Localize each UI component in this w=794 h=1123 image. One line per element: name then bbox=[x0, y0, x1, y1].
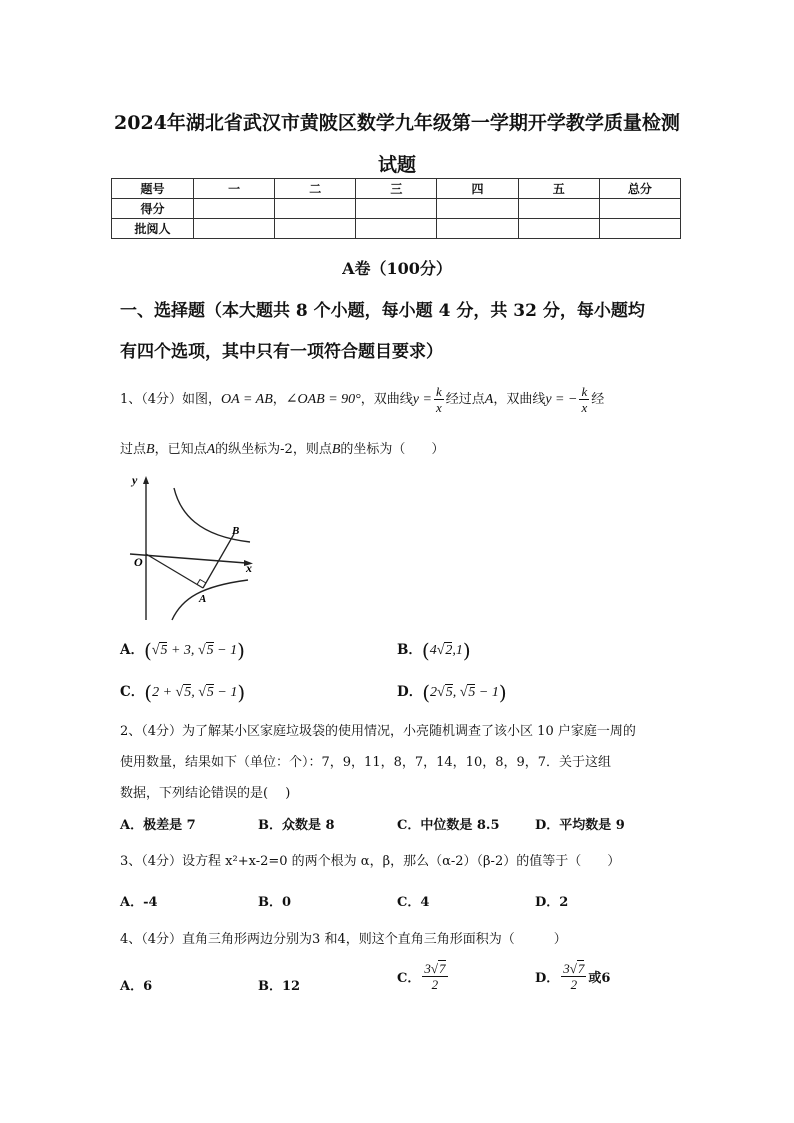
equation-1-left: y = bbox=[412, 392, 432, 407]
score-table-cell: 四 bbox=[437, 179, 518, 199]
option-text: − 1 bbox=[213, 685, 238, 700]
separator: ， bbox=[272, 392, 286, 407]
radicand: 2 bbox=[445, 643, 453, 658]
score-table-cell: 总分 bbox=[599, 179, 680, 199]
score-table-cell: 题号 bbox=[112, 179, 194, 199]
score-input-cell[interactable] bbox=[437, 199, 518, 219]
q1-option-a[interactable]: A．(√5 + 3, √5 − 1) bbox=[120, 638, 245, 663]
fraction-numerator: 3 bbox=[563, 961, 570, 976]
question-1-line1 bbox=[120, 383, 604, 417]
label-a: A bbox=[199, 593, 207, 605]
score-input-cell[interactable] bbox=[599, 219, 680, 239]
radicand: 5 bbox=[206, 685, 214, 700]
volume-heading: A卷（100分） bbox=[342, 259, 452, 278]
score-table-cell: 二 bbox=[275, 179, 356, 199]
score-table-cell: 批阅人 bbox=[112, 219, 194, 239]
q1-option-d[interactable]: D．(2√5, √5 − 1) bbox=[397, 680, 507, 705]
q1-option-c[interactable]: C．(2 + √5, √5 − 1) bbox=[120, 680, 246, 705]
option-text: 2 + bbox=[152, 685, 176, 700]
score-table-cell: 五 bbox=[518, 179, 599, 199]
score-input-cell[interactable] bbox=[518, 219, 599, 239]
radicand: 5 bbox=[184, 685, 192, 700]
option-text: , bbox=[191, 685, 199, 700]
q4-option-b[interactable]: B．12 bbox=[258, 979, 301, 994]
equation-2-fraction bbox=[579, 385, 589, 414]
text: 经过点 bbox=[445, 392, 485, 407]
question-2-line2: 使用数量，结果如下（单位：个）：7，9，11，8，7，14，10，8，9，7．关于这组 bbox=[120, 755, 612, 770]
page-title-line2: 试题 bbox=[377, 154, 416, 176]
option-text: − 1 bbox=[213, 643, 238, 658]
score-table-cell: 得分 bbox=[112, 199, 194, 219]
point-label: B bbox=[146, 442, 155, 457]
radicand: 5 bbox=[445, 685, 453, 700]
question-2-line1: 2、（4分）为了解某小区家庭垃圾袋的使用情况，小亮随机调查了该小区 10 户家庭一周的 bbox=[120, 724, 636, 739]
score-table-row bbox=[112, 199, 681, 219]
q3-option-a[interactable]: A．-4 bbox=[120, 895, 158, 910]
text: ，已知点 bbox=[154, 442, 207, 457]
score-input-cell[interactable] bbox=[194, 219, 275, 239]
text: ，双曲线 bbox=[360, 392, 413, 407]
q1-option-b[interactable]: B．(4√2,1) bbox=[397, 638, 471, 663]
score-input-cell[interactable] bbox=[356, 199, 437, 219]
radicand: 7 bbox=[439, 961, 446, 976]
score-table-header-row bbox=[112, 179, 681, 199]
option-text: 4 bbox=[429, 643, 437, 658]
q4-option-c[interactable] bbox=[397, 962, 450, 991]
radicand: 5 bbox=[468, 685, 476, 700]
fraction-denominator: x bbox=[435, 400, 442, 415]
fraction-numerator: k bbox=[581, 384, 588, 399]
question-3: 3、（4分）设方程 x²+x-2=0 的两个根为 α，β，那么（α-2）（β-2）的值等于（ ） bbox=[120, 854, 621, 869]
y-axis-arrow bbox=[143, 476, 149, 484]
option-label: C． bbox=[397, 971, 421, 986]
fraction: $\frac{3√7}{2}$ bbox=[424, 961, 446, 992]
q2-option-a[interactable]: A．极差是 7 bbox=[120, 818, 196, 833]
section-title-line2: 有四个选项，其中只有一项符合题目要求） bbox=[120, 342, 443, 362]
label-x: x bbox=[246, 561, 252, 575]
option-text: − 1 bbox=[475, 685, 499, 700]
score-table-row bbox=[112, 219, 681, 239]
option-text: + 3, bbox=[167, 643, 198, 658]
score-table bbox=[111, 178, 681, 239]
fraction-numerator: k bbox=[435, 384, 442, 399]
right-angle-mark bbox=[197, 580, 206, 585]
condition-angle: ∠OAB = 90° bbox=[285, 392, 361, 407]
score-input-cell[interactable] bbox=[599, 199, 680, 219]
equation-2-left: y = − bbox=[545, 392, 578, 407]
text: 的纵坐标为-2，则点 bbox=[215, 442, 332, 457]
fraction-numerator: 3 bbox=[424, 961, 431, 976]
score-input-cell[interactable] bbox=[275, 219, 356, 239]
score-input-cell[interactable] bbox=[356, 219, 437, 239]
radicand: 5 bbox=[160, 643, 168, 658]
q4-option-a[interactable]: A．6 bbox=[120, 979, 153, 994]
point-label: A bbox=[206, 442, 216, 457]
option-label: B． bbox=[397, 642, 422, 658]
fraction-denominator: 2 bbox=[431, 977, 439, 992]
q2-option-b[interactable]: B．众数是 8 bbox=[258, 818, 335, 833]
option-label: D． bbox=[535, 971, 560, 986]
option-text: 2 bbox=[430, 685, 438, 700]
radicand: 5 bbox=[206, 643, 214, 658]
radicand: 7 bbox=[577, 961, 585, 976]
label-o: O bbox=[134, 555, 143, 569]
fraction: $\frac{3√7}{2}$ bbox=[563, 961, 585, 992]
q3-option-c[interactable]: C．4 bbox=[397, 895, 430, 910]
equation-1-fraction bbox=[434, 385, 444, 414]
fraction-denominator: x bbox=[581, 400, 588, 415]
segment-ab bbox=[203, 534, 234, 588]
fraction-denominator: 2 bbox=[570, 977, 578, 992]
option-label: C． bbox=[120, 684, 145, 700]
label-y: y bbox=[132, 473, 138, 487]
q2-option-c[interactable]: C．中位数是 8.5 bbox=[397, 818, 500, 833]
option-text: ,1 bbox=[452, 643, 463, 658]
option-text: 或6 bbox=[588, 971, 611, 986]
option-label: A． bbox=[120, 642, 144, 658]
option-text: , bbox=[452, 685, 460, 700]
label-b: B bbox=[232, 525, 240, 537]
question-1-prefix: 1、（4分）如图， bbox=[120, 392, 222, 407]
text: 的坐标为（ ） bbox=[340, 442, 445, 457]
section-title: 一、选择题（本大题共 8 个小题，每小题 4 分，共 32 分，每小题均 bbox=[120, 301, 645, 321]
question-4: 4、（4分）直角三角形两边分别为3 和4，则这个直角三角形面积为（ ） bbox=[120, 932, 567, 947]
score-input-cell[interactable] bbox=[437, 219, 518, 239]
page-title: 2024年湖北省武汉市黄陂区数学九年级第一学期开学教学质量检测 bbox=[114, 112, 680, 134]
q2-option-d[interactable]: D．平均数是 9 bbox=[535, 818, 625, 833]
text: 经 bbox=[591, 392, 605, 407]
q3-option-d[interactable]: D．2 bbox=[535, 895, 569, 910]
question-2-line3: 数据，下列结论错误的是( ) bbox=[120, 786, 291, 801]
question-1-line2 bbox=[120, 438, 444, 458]
score-table-cell: 三 bbox=[356, 179, 437, 199]
hyperbola-lower-branch bbox=[172, 580, 248, 620]
q3-option-b[interactable]: B．0 bbox=[258, 895, 292, 910]
q4-option-d[interactable] bbox=[535, 962, 610, 991]
condition-oa-ab: OA = AB bbox=[221, 392, 273, 407]
point-label: A bbox=[484, 392, 494, 407]
score-input-cell[interactable] bbox=[275, 199, 356, 219]
option-label: D． bbox=[397, 684, 423, 700]
point-label: B bbox=[331, 442, 341, 457]
text: 过点 bbox=[120, 442, 147, 457]
score-input-cell[interactable] bbox=[518, 199, 599, 219]
question-1-figure bbox=[118, 468, 263, 626]
score-table-cell: 一 bbox=[194, 179, 275, 199]
text: ，双曲线 bbox=[493, 392, 546, 407]
score-input-cell[interactable] bbox=[194, 199, 275, 219]
